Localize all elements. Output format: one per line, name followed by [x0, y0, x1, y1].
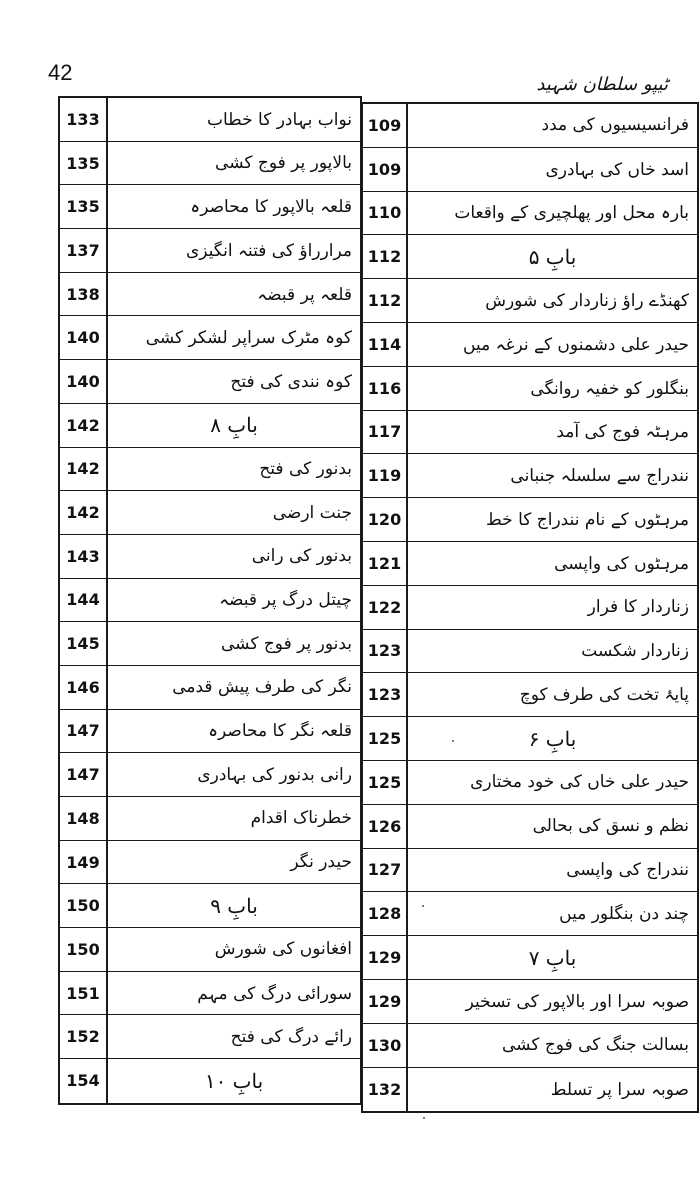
- toc-page-number: 138: [60, 273, 108, 316]
- toc-page-number: 144: [60, 579, 108, 622]
- toc-row[interactable]: [363, 673, 697, 717]
- toc-page-number: 120: [363, 498, 408, 541]
- toc-row[interactable]: [363, 367, 697, 411]
- toc-row[interactable]: [363, 148, 697, 192]
- toc-page-number: 127: [363, 849, 408, 892]
- toc-row[interactable]: [60, 666, 360, 710]
- toc-entry-title: کوہ نندی کی فتح: [230, 371, 352, 392]
- toc-entry-title: زناردار کا فرار: [587, 597, 689, 618]
- toc-page-number: 142: [60, 448, 108, 491]
- toc-row[interactable]: [363, 542, 697, 586]
- toc-page-number: 147: [60, 710, 108, 753]
- toc-page-number: 147: [60, 753, 108, 796]
- toc-page-number: 145: [60, 622, 108, 665]
- toc-chapter-row[interactable]: [363, 717, 697, 761]
- toc-table-left: [58, 96, 362, 1105]
- toc-page-number: 123: [363, 673, 408, 716]
- toc-page-number: 112: [363, 235, 408, 278]
- toc-page-number: 143: [60, 535, 108, 578]
- toc-entry-title: نندراج سے سلسلہ جنبانی: [510, 466, 689, 487]
- toc-page-number: 128: [363, 892, 408, 935]
- scan-speck: [452, 740, 454, 742]
- toc-row[interactable]: [363, 980, 697, 1024]
- page-number: 42: [48, 60, 73, 85]
- toc-page-number: 109: [363, 148, 408, 191]
- toc-row[interactable]: [60, 972, 360, 1016]
- toc-row[interactable]: [363, 323, 697, 367]
- toc-row[interactable]: [363, 630, 697, 674]
- toc-page-number: 121: [363, 542, 408, 585]
- toc-entry-title: رائے درگ کی فتح: [230, 1027, 352, 1048]
- toc-page-number: 146: [60, 666, 108, 709]
- toc-row[interactable]: [363, 192, 697, 236]
- toc-page-number: 151: [60, 972, 108, 1015]
- toc-page-number: 140: [60, 360, 108, 403]
- toc-page-number: 142: [60, 491, 108, 534]
- toc-entry-title: سورائی درگ کی مہم: [197, 983, 352, 1004]
- toc-page-number: 149: [60, 841, 108, 884]
- toc-entry-title: بنگلور کو خفیہ روانگی: [530, 378, 689, 399]
- toc-page-number: 152: [60, 1015, 108, 1058]
- toc-page-number: 140: [60, 316, 108, 359]
- toc-row[interactable]: [363, 805, 697, 849]
- toc-page-number: 133: [60, 98, 108, 141]
- toc-entry-title: قلعہ نگر کا محاصرہ: [208, 721, 352, 742]
- toc-row[interactable]: [60, 185, 360, 229]
- toc-page-number: 125: [363, 717, 408, 760]
- scan-speck: [423, 1117, 425, 1119]
- toc-chapter-heading: بابِ ۸: [210, 413, 258, 438]
- toc-chapter-heading: بابِ ۶: [528, 726, 577, 751]
- toc-chapter-row[interactable]: [60, 884, 360, 928]
- toc-entry-title: نندراج کی واپسی: [566, 859, 689, 880]
- toc-row[interactable]: [60, 753, 360, 797]
- toc-entry-title: رانی بدنور کی بہادری: [197, 765, 352, 786]
- toc-entry-title: چیتل درگ پر قبضہ: [219, 590, 352, 611]
- toc-page-number: 119: [363, 454, 408, 497]
- toc-entry-title: صوبہ سرا پر تسلط: [550, 1079, 689, 1100]
- toc-page-number: 150: [60, 884, 108, 927]
- toc-row[interactable]: [60, 273, 360, 317]
- toc-row[interactable]: [363, 454, 697, 498]
- toc-row[interactable]: [363, 279, 697, 323]
- toc-chapter-row[interactable]: [60, 1059, 360, 1103]
- toc-row[interactable]: [363, 849, 697, 893]
- toc-row[interactable]: [60, 491, 360, 535]
- toc-page-number: 129: [363, 936, 408, 979]
- toc-page-number: 123: [363, 630, 408, 673]
- toc-row[interactable]: [60, 710, 360, 754]
- toc-page-number: 122: [363, 586, 408, 629]
- toc-page-number: 135: [60, 185, 108, 228]
- toc-page-number: 148: [60, 797, 108, 840]
- toc-page-number: 109: [363, 104, 408, 147]
- toc-row[interactable]: [60, 622, 360, 666]
- toc-page-number: 137: [60, 229, 108, 272]
- toc-row[interactable]: [60, 797, 360, 841]
- toc-entry-title: خطرناک اقدام: [250, 808, 352, 829]
- toc-entry-title: نواب بہادر کا خطاب: [206, 109, 352, 130]
- toc-entry-title: بسالت جنگ کی فوج کشی: [502, 1035, 689, 1056]
- toc-page-number: 116: [363, 367, 408, 410]
- toc-page-number: 117: [363, 411, 408, 454]
- toc-row[interactable]: [363, 498, 697, 542]
- toc-chapter-row[interactable]: [363, 936, 697, 980]
- toc-entry-title: پایۂ تخت کی طرف کوچ: [519, 685, 689, 706]
- toc-entry-title: قلعہ پر قبضہ: [257, 284, 352, 305]
- toc-entry-title: بدنور کی فتح: [259, 458, 352, 479]
- toc-page-number: 129: [363, 980, 408, 1023]
- toc-entry-title: حیدر علی خاں کی خود مختاری: [470, 772, 689, 793]
- toc-row[interactable]: [60, 142, 360, 186]
- toc-entry-title: زناردار شکست: [581, 640, 689, 661]
- toc-chapter-row[interactable]: [363, 235, 697, 279]
- toc-row[interactable]: [363, 1024, 697, 1068]
- toc-row[interactable]: [60, 360, 360, 404]
- toc-entry-title: صوبہ سرا اور بالاپور کی تسخیر: [465, 991, 689, 1012]
- toc-page-number: 114: [363, 323, 408, 366]
- toc-entry-title: کھنڈے راؤ زناردار کی شورش: [485, 291, 689, 312]
- toc-page-number: 130: [363, 1024, 408, 1067]
- toc-entry-title: جنت ارضی: [272, 502, 352, 523]
- toc-entry-title: مرہٹوں کی واپسی: [554, 553, 689, 574]
- toc-row[interactable]: [60, 1015, 360, 1059]
- toc-chapter-row[interactable]: [60, 404, 360, 448]
- toc-entry-title: مرارراؤ کی فتنہ انگیزی: [185, 240, 352, 261]
- toc-entry-title: اسد خاں کی بہادری: [545, 159, 689, 180]
- toc-page-number: 150: [60, 928, 108, 971]
- toc-entry-title: حیدر نگر: [290, 852, 352, 873]
- toc-entry-title: بدنور کی رانی: [251, 546, 352, 567]
- toc-page-number: 126: [363, 805, 408, 848]
- toc-row[interactable]: [60, 928, 360, 972]
- toc-row[interactable]: [363, 104, 697, 148]
- toc-entry-title: حیدر علی دشمنوں کے نرغہ میں: [463, 334, 689, 355]
- toc-page-number: 135: [60, 142, 108, 185]
- toc-entry-title: چند دن بنگلور میں: [559, 903, 689, 924]
- toc-row[interactable]: [60, 448, 360, 492]
- toc-entry-title: بالاپور پر فوج کشی: [215, 153, 352, 174]
- toc-row[interactable]: [363, 586, 697, 630]
- toc-row[interactable]: [60, 229, 360, 273]
- toc-chapter-heading: بابِ ۷: [528, 945, 577, 970]
- toc-row[interactable]: [60, 535, 360, 579]
- toc-row[interactable]: [363, 892, 697, 936]
- toc-row[interactable]: [60, 316, 360, 360]
- toc-chapter-heading: بابِ ۹: [210, 893, 258, 918]
- toc-chapter-heading: بابِ ۵: [528, 244, 577, 269]
- toc-page-number: 154: [60, 1059, 108, 1103]
- toc-page-number: 110: [363, 192, 408, 235]
- running-header: ٹیپو سلطان شہید: [536, 74, 668, 95]
- toc-entry-title: فرانسیسیوں کی مدد: [541, 115, 689, 136]
- toc-page-number: 125: [363, 761, 408, 804]
- scan-speck: [422, 905, 424, 907]
- toc-entry-title: مرہٹہ فوج کی آمد: [556, 422, 689, 443]
- toc-entry-title: نظم و نسق کی بحالی: [532, 816, 689, 837]
- toc-entry-title: بدنور پر فوج کشی: [220, 633, 352, 654]
- toc-row[interactable]: [60, 841, 360, 885]
- toc-row[interactable]: [363, 1068, 697, 1112]
- toc-row[interactable]: [60, 579, 360, 623]
- toc-entry-title: مرہٹوں کے نام نندراج کا خط: [486, 510, 689, 531]
- toc-chapter-heading: بابِ ۱۰: [204, 1068, 264, 1093]
- toc-page-number: 112: [363, 279, 408, 322]
- toc-table-right: [361, 102, 699, 1113]
- toc-row[interactable]: [363, 411, 697, 455]
- toc-entry-title: بارہ محل اور پھلچیری کے واقعات: [454, 203, 689, 224]
- toc-entry-title: کوہ مٹرک سراپر لشکر کشی: [145, 328, 352, 349]
- toc-page-number: 142: [60, 404, 108, 447]
- toc-row[interactable]: [60, 98, 360, 142]
- toc-row[interactable]: [363, 761, 697, 805]
- toc-entry-title: نگر کی طرف پیش قدمی: [172, 677, 352, 698]
- toc-page-number: 132: [363, 1068, 408, 1112]
- toc-entry-title: افغانوں کی شورش: [214, 939, 352, 960]
- toc-entry-title: قلعہ بالاپور کا محاصرہ: [190, 197, 352, 218]
